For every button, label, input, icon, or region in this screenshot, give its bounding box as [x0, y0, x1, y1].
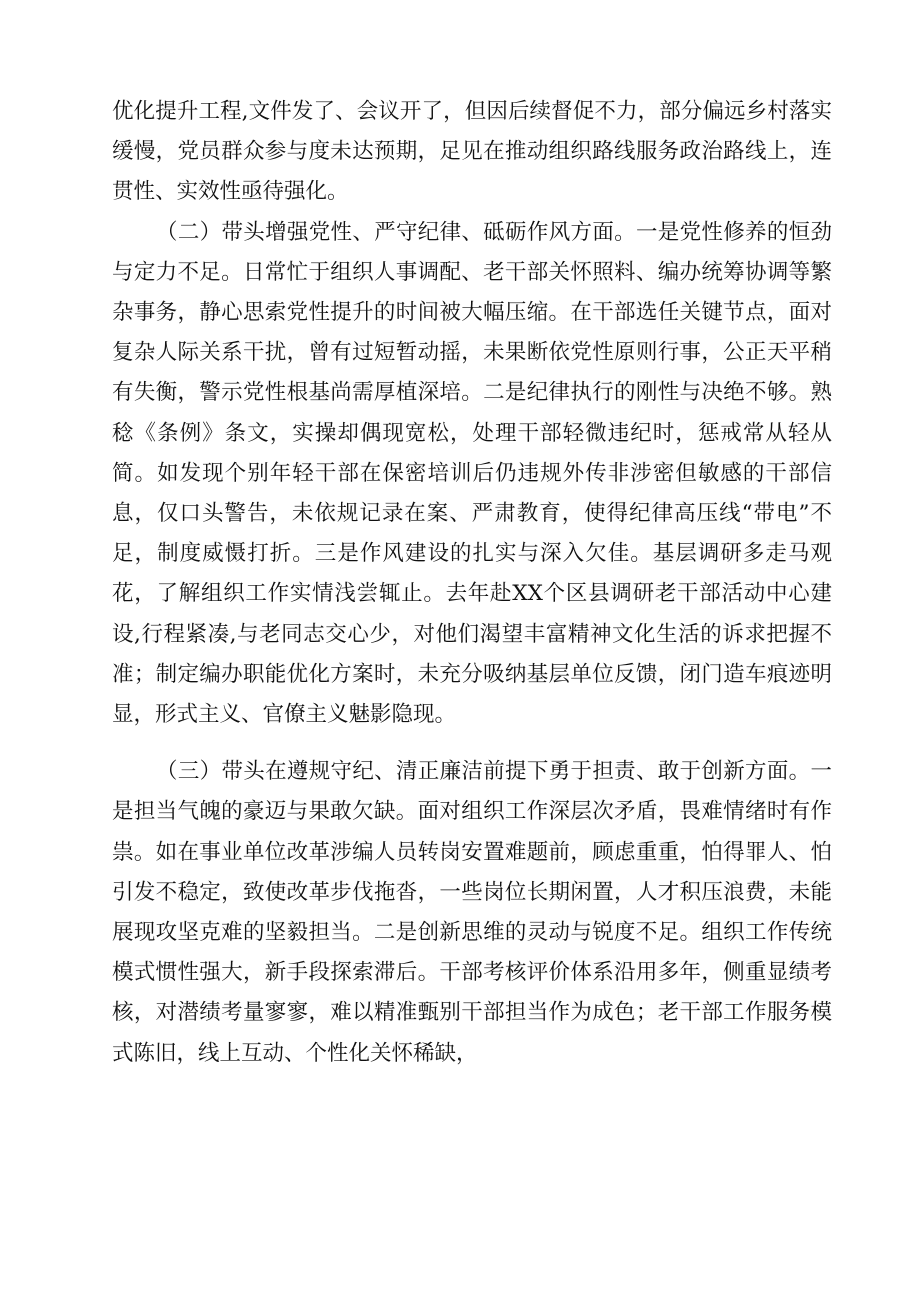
paragraph-section-two: （二）带头增强党性、严守纪律、砥砺作风方面。一是党性修养的恒劲与定力不足。日常忙于组织人事调配、老干部关怀照料、编办统筹协调等繁杂事务，静心思索党性提升的时间被大幅压缩。在干部选任关键节点，面对复杂人际关系干扰，曾有过短暂动摇，未果断依党性原则行事，公正天平稍有失衡，警示党性根基尚需厚植深培。二是纪律执行的刚性与决绝不够。熟稔《条例》条文，实操却偶现宽松，处理干部轻微违纪时，惩戒常从轻从简。如发现个别年轻干部在保密培训后仍违规外传非涉密但敏感的干部信息，仅口头警告，未依规记录在案、严肃教育，使得纪律高压线“带电”不足，制度威慑打折。三是作风建设的扎实与深入欠佳。基层调研多走马观花，了解组织工作实情浅尝辄止。去年赴XX个区县调研老干部活动中心建设,行程紧凑,与老同志交心少，对他们渴望丰富精神文化生活的诉求把握不准；制定编办职能优化方案时，未充分吸纳基层单位反馈，闭门造车痕迹明显，形式主义、官僚主义魅影隐现。	[112, 219, 832, 728]
paragraph-continuation: 优化提升工程,文件发了、会议开了，但因后续督促不力，部分偏远乡村落实缓慢，党员群众参与度未达预期，足见在推动组织路线服务政治路线上，连贯性、实效性亟待强化。	[112, 99, 832, 205]
document-page	[112, 92, 832, 1074]
paragraph-section-three: （三）带头在遵规守纪、清正廉洁前提下勇于担责、敢于创新方面。一是担当气魄的豪迈与果敢欠缺。面对组织工作深层次矛盾，畏难情绪时有作祟。如在事业单位改革涉编人员转岗安置难题前，顾虑重重，怕得罪人、怕引发不稳定，致使改革步伐拖沓，一些岗位长期闲置，人才积压浪费，未能展现攻坚克难的坚毅担当。二是创新思维的灵动与锐度不足。组织工作传统模式惯性强大，新手段探索滞后。干部考核评价体系沿用多年，侧重显绩考核，对潜绩考量寥寥，难以精准甄别干部担当作为成色；老干部工作服务模式陈旧，线上互动、个性化关怀稀缺，	[112, 759, 832, 1066]
